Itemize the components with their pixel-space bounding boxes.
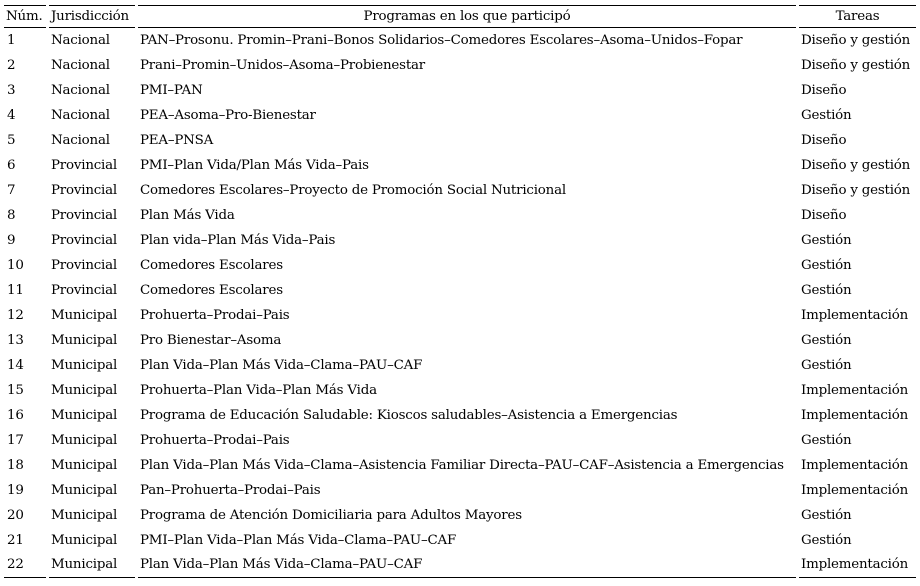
cell-num: 2 (7, 57, 16, 73)
cell-programas: Comedores Escolares–Proyecto de Promoción Social Nutricional (140, 182, 566, 198)
table-row (4, 278, 916, 303)
table-row (4, 503, 916, 528)
table-row (4, 528, 916, 553)
cell-num: 5 (7, 132, 16, 148)
table-body (4, 28, 916, 578)
cell-tareas: Gestión (801, 282, 852, 298)
table-row (4, 478, 916, 503)
table-row (4, 428, 916, 453)
cell-jurisdiccion: Nacional (51, 57, 110, 73)
cell-jurisdiccion: Municipal (51, 482, 118, 498)
cell-tareas: Implementación (801, 407, 909, 423)
cell-num: 13 (7, 332, 24, 348)
cell-tareas: Implementación (801, 382, 909, 398)
cell-tareas: Gestión (801, 232, 852, 248)
table-row (4, 53, 916, 78)
cell-tareas: Diseño y gestión (801, 57, 911, 73)
cell-jurisdiccion: Municipal (51, 407, 118, 423)
cell-jurisdiccion: Municipal (51, 357, 118, 373)
cell-tareas: Diseño y gestión (801, 32, 911, 48)
cell-num: 3 (7, 82, 16, 98)
cell-jurisdiccion: Provincial (51, 207, 117, 223)
table-row (4, 553, 916, 578)
cell-programas: Prohuerta–Prodai–Pais (140, 432, 290, 448)
table-row (4, 178, 916, 203)
cell-programas: PEA–PNSA (140, 132, 214, 148)
programs-table-container (4, 5, 916, 578)
cell-num: 18 (7, 457, 24, 473)
cell-num: 14 (7, 357, 24, 373)
cell-tareas: Diseño (801, 132, 847, 148)
cell-tareas: Gestión (801, 432, 852, 448)
cell-tareas: Gestión (801, 507, 852, 523)
cell-tareas: Diseño y gestión (801, 157, 911, 173)
cell-programas: Programa de Educación Saludable: Kioscos saludables–Asistencia a Emergencias (140, 407, 678, 423)
cell-programas: Comedores Escolares (140, 282, 283, 298)
cell-jurisdiccion: Municipal (51, 457, 118, 473)
cell-num: 21 (7, 532, 24, 548)
cell-programas: PMI–Plan Vida–Plan Más Vida–Clama–PAU–CAF (140, 532, 457, 548)
cell-programas: Comedores Escolares (140, 257, 283, 273)
cell-programas: Plan Vida–Plan Más Vida–Clama–PAU–CAF (140, 357, 423, 373)
header-tareas: Tareas (799, 6, 916, 28)
cell-programas: Programa de Atención Domiciliaria para Adultos Mayores (140, 507, 522, 523)
table-row (4, 103, 916, 128)
cell-tareas: Implementación (801, 457, 909, 473)
cell-jurisdiccion: Municipal (51, 307, 118, 323)
cell-jurisdiccion: Municipal (51, 532, 118, 548)
cell-num: 15 (7, 382, 24, 398)
cell-num: 12 (7, 307, 24, 323)
cell-num: 1 (7, 32, 16, 48)
table-row (4, 453, 916, 478)
cell-jurisdiccion: Provincial (51, 157, 117, 173)
cell-jurisdiccion: Nacional (51, 32, 110, 48)
cell-jurisdiccion: Provincial (51, 182, 117, 198)
table-row (4, 28, 916, 53)
table-row (4, 378, 916, 403)
cell-num: 17 (7, 432, 24, 448)
cell-jurisdiccion: Provincial (51, 282, 117, 298)
cell-jurisdiccion: Nacional (51, 107, 110, 123)
table-row (4, 303, 916, 328)
cell-num: 9 (7, 232, 16, 248)
cell-programas: PMI–PAN (140, 82, 203, 98)
header-programas: Programas en los que participó (138, 6, 796, 28)
cell-programas: Plan Vida–Plan Más Vida–Clama–Asistencia Familiar Directa–PAU–CAF–Asistencia a Emergencias (140, 457, 784, 473)
cell-tareas: Diseño (801, 82, 847, 98)
table-row (4, 253, 916, 278)
cell-jurisdiccion: Municipal (51, 507, 118, 523)
cell-programas: Prohuerta–Plan Vida–Plan Más Vida (140, 382, 377, 398)
cell-num: 4 (7, 107, 16, 123)
cell-programas: Prohuerta–Prodai–Pais (140, 307, 290, 323)
cell-programas: Prani–Promin–Unidos–Asoma–Probienestar (140, 57, 425, 73)
cell-programas: Pro Bienestar–Asoma (140, 332, 282, 348)
cell-jurisdiccion: Municipal (51, 332, 118, 348)
cell-programas: Plan Más Vida (140, 207, 235, 223)
cell-programas: PEA–Asoma–Pro-Bienestar (140, 107, 316, 123)
cell-tareas: Implementación (801, 482, 909, 498)
cell-num: 11 (7, 282, 24, 298)
cell-tareas: Gestión (801, 257, 852, 273)
cell-tareas: Diseño (801, 207, 847, 223)
table-row (4, 328, 916, 353)
cell-jurisdiccion: Municipal (51, 382, 118, 398)
cell-num: 16 (7, 407, 24, 423)
cell-tareas: Implementación (801, 307, 909, 323)
table-header-row (4, 6, 916, 28)
cell-jurisdiccion: Municipal (49, 553, 135, 578)
header-jurisdiccion: Jurisdicción (49, 6, 135, 28)
cell-tareas: Gestión (801, 332, 852, 348)
cell-num: 7 (7, 182, 16, 198)
cell-programas: Plan vida–Plan Más Vida–Pais (140, 232, 336, 248)
cell-num: 10 (7, 257, 24, 273)
cell-num: 8 (7, 207, 16, 223)
table-row (4, 353, 916, 378)
cell-num: 6 (7, 157, 16, 173)
table-row (4, 403, 916, 428)
cell-jurisdiccion: Provincial (51, 232, 117, 248)
table-row (4, 128, 916, 153)
table-row (4, 203, 916, 228)
cell-tareas: Gestión (801, 107, 852, 123)
cell-tareas: Gestión (801, 357, 852, 373)
cell-tareas: Diseño y gestión (801, 182, 911, 198)
programs-table (4, 5, 916, 578)
table-row (4, 153, 916, 178)
cell-tareas: Gestión (801, 532, 852, 548)
cell-num: 19 (7, 482, 24, 498)
cell-jurisdiccion: Nacional (51, 82, 110, 98)
table-row (4, 228, 916, 253)
cell-programas: PAN–Prosonu. Promin–Prani–Bonos Solidarios–Comedores Escolares–Asoma–Unidos–Fopar (140, 32, 743, 48)
cell-jurisdiccion: Provincial (51, 257, 117, 273)
header-num: Núm. (4, 6, 46, 28)
cell-num: 20 (7, 507, 24, 523)
cell-num: 22 (4, 553, 46, 578)
cell-jurisdiccion: Municipal (51, 432, 118, 448)
cell-programas: Pan–Prohuerta–Prodai–Pais (140, 482, 321, 498)
cell-programas: PMI–Plan Vida/Plan Más Vida–Pais (140, 157, 369, 173)
cell-jurisdiccion: Nacional (51, 132, 110, 148)
cell-programas: Plan Vida–Plan Más Vida–Clama–PAU–CAF (138, 553, 796, 578)
cell-tareas: Implementación (799, 553, 916, 578)
table-row (4, 78, 916, 103)
